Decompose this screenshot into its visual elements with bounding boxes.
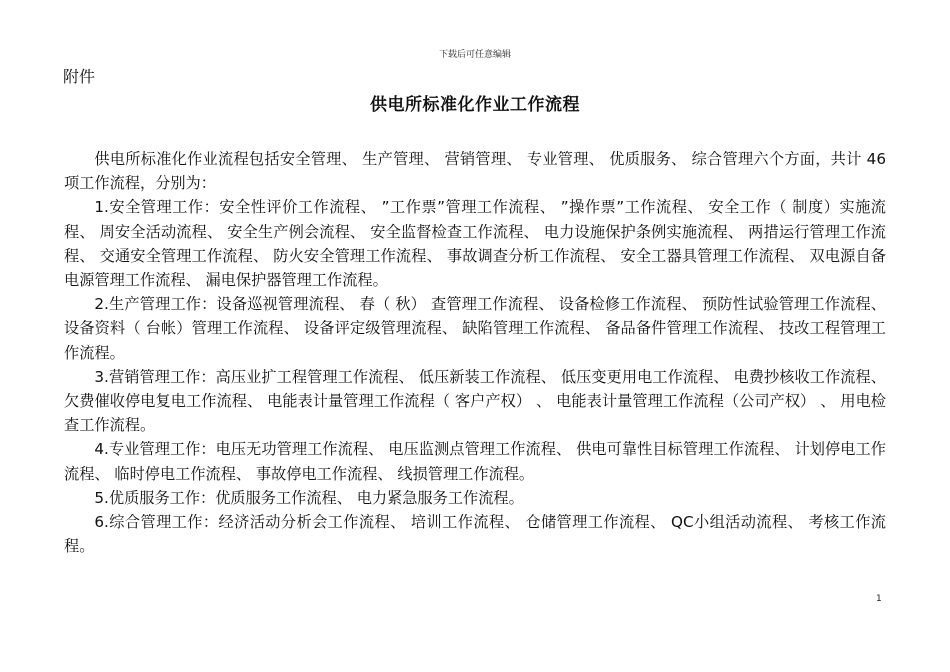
attachment-label: 附件 bbox=[63, 67, 96, 86]
page-number: 1 bbox=[876, 594, 882, 604]
section-comprehensive-management: 6.综合管理工作：经济活动分析会工作流程、 培训工作流程、 仓储管理工作流程、 QC小组活动流程、 考核工作流程。 bbox=[64, 513, 886, 556]
section-safety-management: 1.安全管理工作：安全性评价工作流程、 ”工作票”管理工作流程、 ”操作票”工作流程、 安全工作（ 制度）实施流程、 周安全活动流程、 安全生产例会流程、 安全监督检查工作流程、 电力设施保护条例实施流程、 两措运行管理工作流程、 交通安全管理工作流程、 防火安全管理工作流程、 事故调查分析工作流程、 安全工器具管理工作流程、 双电源自备电源管理工作流程、 漏电保护器管理工作流程。 bbox=[64, 198, 886, 290]
header-note: 下载后可任意编辑 bbox=[438, 50, 511, 60]
intro-paragraph: 供电所标准化作业流程包括安全管理、 生产管理、 营销管理、 专业管理、 优质服务、 综合管理六个方面，共计 46 项工作流程，分别为： bbox=[64, 150, 886, 193]
section-production-management: 2.生产管理工作：设备巡视管理流程、 春（ 秋） 查管理工作流程、 设备检修工作流程、 预防性试验管理工作流程、 设备资料（ 台帐）管理工作流程、 设备评定级管理流程、 缺陷管理工作流程、 备品备件管理工作流程、 技改工程管理工作流程。 bbox=[64, 295, 886, 362]
document-body bbox=[64, 147, 886, 558]
section-marketing-management: 3.营销管理工作：高压业扩工程管理工作流程、 低压新装工作流程、 低压变更用电工作流程、 电费抄核收工作流程、 欠费催收停电复电工作流程、 电能表计量管理工作流程（ 客户产权） 、 电能表计量管理工作流程（公司产权） 、 用电检查工作流程。 bbox=[64, 367, 886, 435]
document-title: 供电所标准化作业工作流程 bbox=[370, 95, 580, 115]
section-professional-management: 4.专业管理工作：电压无功管理工作流程、 电压监测点管理工作流程、 供电可靠性目标管理工作流程、 计划停电工作流程、 临时停电工作流程、 事故停电工作流程、 线损管理工作流程。 bbox=[64, 440, 886, 483]
section-quality-service: 5.优质服务工作：优质服务工作流程、 电力紧急服务工作流程。 bbox=[94, 488, 524, 507]
